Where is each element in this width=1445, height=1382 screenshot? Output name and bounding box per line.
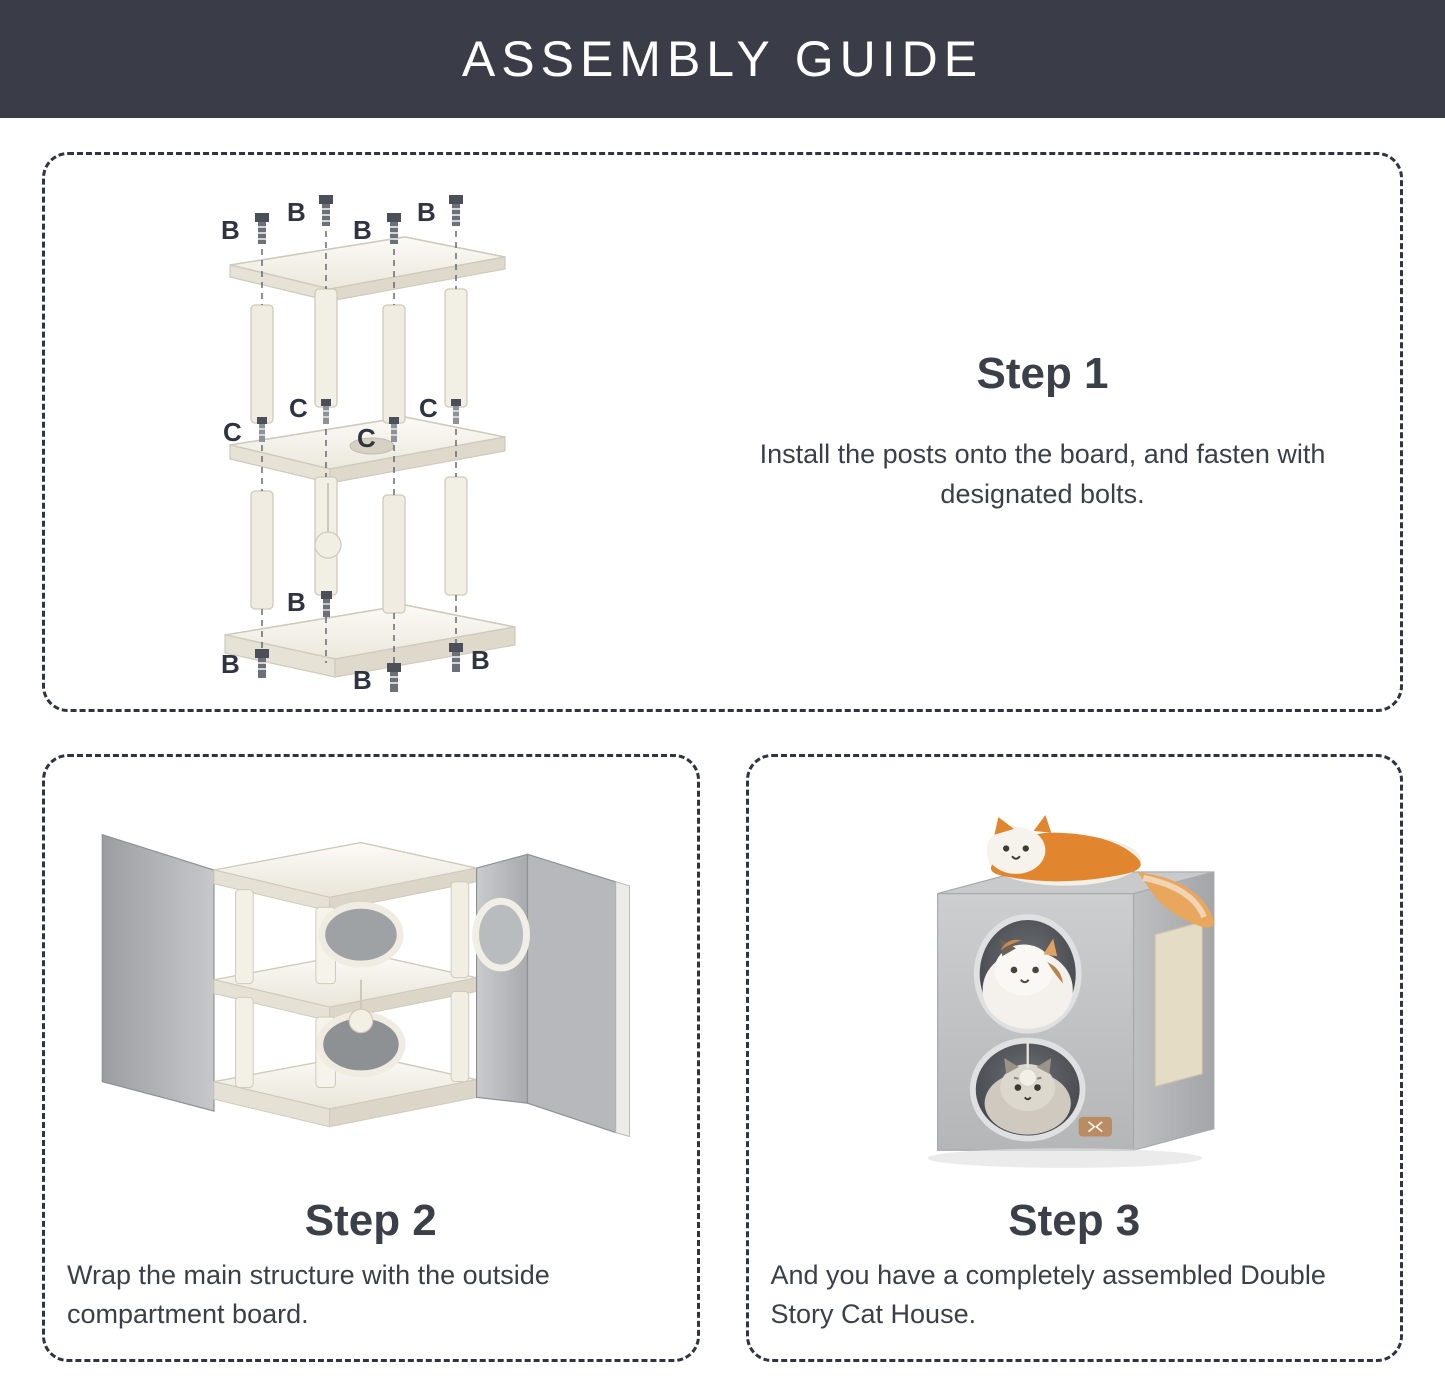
cat-tree-structure <box>214 843 477 1127</box>
bolt-label-b: B <box>221 649 240 679</box>
step-3-heading: Step 3 <box>1008 1196 1141 1246</box>
bolt-label-c: C <box>357 423 376 453</box>
bolt-c-icon <box>321 399 331 424</box>
step-3-svg <box>771 775 1379 1192</box>
bolt-b-icon <box>319 195 333 226</box>
bolt-c-icon <box>451 399 461 424</box>
step-1-heading: Step 1 <box>976 349 1109 399</box>
bolt-label-b: B <box>471 645 490 675</box>
bolt-b-icon <box>255 649 269 678</box>
felt-panel-right <box>477 854 528 1103</box>
bolt-b-icon <box>449 195 463 226</box>
bolt-label-c: C <box>289 393 308 423</box>
bolt-label-b: B <box>221 215 240 245</box>
step-3-body: And you have a completely assembled Double Story Cat House. <box>770 1260 1326 1329</box>
bolt-label-b: B <box>353 215 372 245</box>
bolt-b-icon <box>449 643 463 672</box>
guide-content <box>0 118 1445 1382</box>
bolt-label-b: B <box>287 197 306 227</box>
bolt-label-c: C <box>419 393 438 423</box>
toy-ball <box>349 1009 373 1033</box>
steps-row <box>42 754 1403 1362</box>
step-1-text-block <box>715 349 1370 515</box>
bolt-label-c: C <box>223 417 242 447</box>
felt-panel-far-right <box>528 854 616 1132</box>
page-title: ASSEMBLY GUIDE <box>461 31 984 87</box>
bolt-b-icon <box>255 213 269 244</box>
bolt-b-icon <box>321 591 332 617</box>
step-1-body: Install the posts onto the board, and fasten with designated bolts. <box>759 439 1326 509</box>
upper-opening <box>322 905 400 964</box>
assembled-cat-house-photo <box>771 775 1379 1192</box>
lower-posts <box>251 477 467 613</box>
bolt-label-b: B <box>417 197 436 227</box>
step-2-svg <box>67 775 675 1192</box>
bolt-b-icon <box>387 663 401 692</box>
brand-tag <box>1078 1117 1111 1137</box>
wrap-compartment-board-illustration <box>67 775 675 1192</box>
bolt-c-icon <box>257 417 267 442</box>
step-2-panel <box>42 754 700 1362</box>
felt-panel-edge <box>616 882 630 1137</box>
bolt-label-b: B <box>353 665 372 695</box>
scratching-pad <box>1155 922 1202 1087</box>
step-2-heading: Step 2 <box>304 1196 437 1246</box>
step-3-panel <box>746 754 1404 1362</box>
page-header <box>0 0 1445 118</box>
exploded-diagram-svg <box>75 165 715 705</box>
side-opening <box>476 901 527 968</box>
drop-shadow <box>927 1148 1201 1168</box>
exploded-cat-tree-diagram <box>75 165 715 699</box>
step-1-panel <box>42 152 1403 712</box>
step-2-body: Wrap the main structure with the outside compartment board. <box>67 1260 550 1329</box>
bolt-label-b: B <box>287 587 306 617</box>
felt-panel-left <box>102 835 214 1111</box>
